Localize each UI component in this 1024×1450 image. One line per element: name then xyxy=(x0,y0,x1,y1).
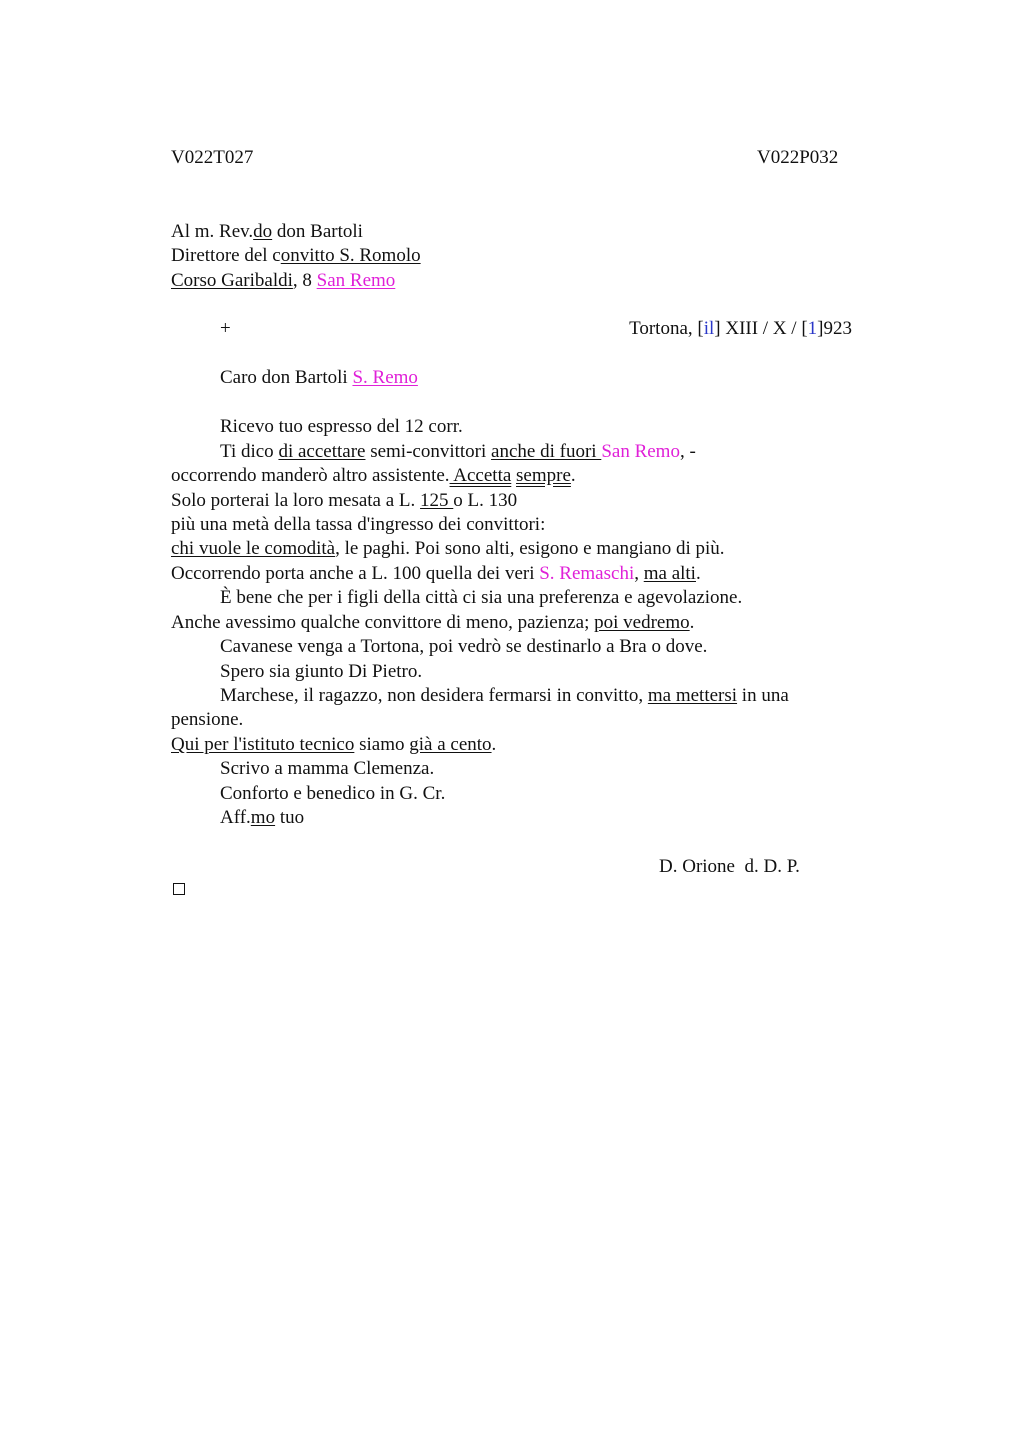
body-line-1: Ricevo tuo espresso del 12 corr. xyxy=(220,416,463,437)
body-line-16: Conforto e benedico in G. Cr. xyxy=(220,783,446,804)
archive-code-right: V022P032 xyxy=(757,147,839,168)
address-line-3: Corso Garibaldi, 8 San Remo xyxy=(171,270,396,291)
body-line-10: Cavanese venga a Tortona, poi vedrò se destinarlo a Bra o dove. xyxy=(220,636,708,657)
body-line-5: più una metà della tassa d'ingresso dei convittori: xyxy=(171,514,546,535)
cross-mark: + xyxy=(220,318,231,339)
body-line-7: Occorrendo porta anche a L. 100 quella dei veri S. Remaschi, ma alti. xyxy=(171,563,701,584)
body-line-2: Ti dico di accettare semi-convittori anche di fuori San Remo, - xyxy=(220,441,696,462)
body-line-6: chi vuole le comodità, le paghi. Poi sono alti, esigono e mangiano di più. xyxy=(171,538,725,559)
square-icon xyxy=(173,883,185,895)
body-line-8: È bene che per i figli della città ci sia una preferenza e agevolazione. xyxy=(220,587,743,608)
body-line-13: pensione. xyxy=(171,709,244,730)
body-line-4: Solo porterai la loro mesata a L. 125 o L. 130 xyxy=(171,490,518,511)
dateline: Tortona, [il] XIII / X / [1]923 xyxy=(629,318,852,339)
body-line-12: Marchese, il ragazzo, non desidera fermarsi in convitto, ma mettersi in una xyxy=(220,685,789,706)
body-line-14: Qui per l'istituto tecnico siamo già a cento. xyxy=(171,734,497,755)
signature: D. Orione d. D. P. xyxy=(659,856,800,877)
archive-code-left: V022T027 xyxy=(171,147,254,168)
body-line-3: occorrendo manderò altro assistente. Accetta sempre. xyxy=(171,465,576,486)
body-line-11: Spero sia giunto Di Pietro. xyxy=(220,661,423,682)
body-line-15: Scrivo a mamma Clemenza. xyxy=(220,758,435,779)
address-line-2: Direttore del convitto S. Romolo xyxy=(171,245,421,266)
closing-line: Aff.mo tuo xyxy=(220,807,305,828)
salutation: Caro don Bartoli S. Remo xyxy=(220,367,418,388)
body-line-9: Anche avessimo qualche convittore di meno, pazienza; poi vedremo. xyxy=(171,612,695,633)
address-line-1: Al m. Rev.do don Bartoli xyxy=(171,221,363,242)
